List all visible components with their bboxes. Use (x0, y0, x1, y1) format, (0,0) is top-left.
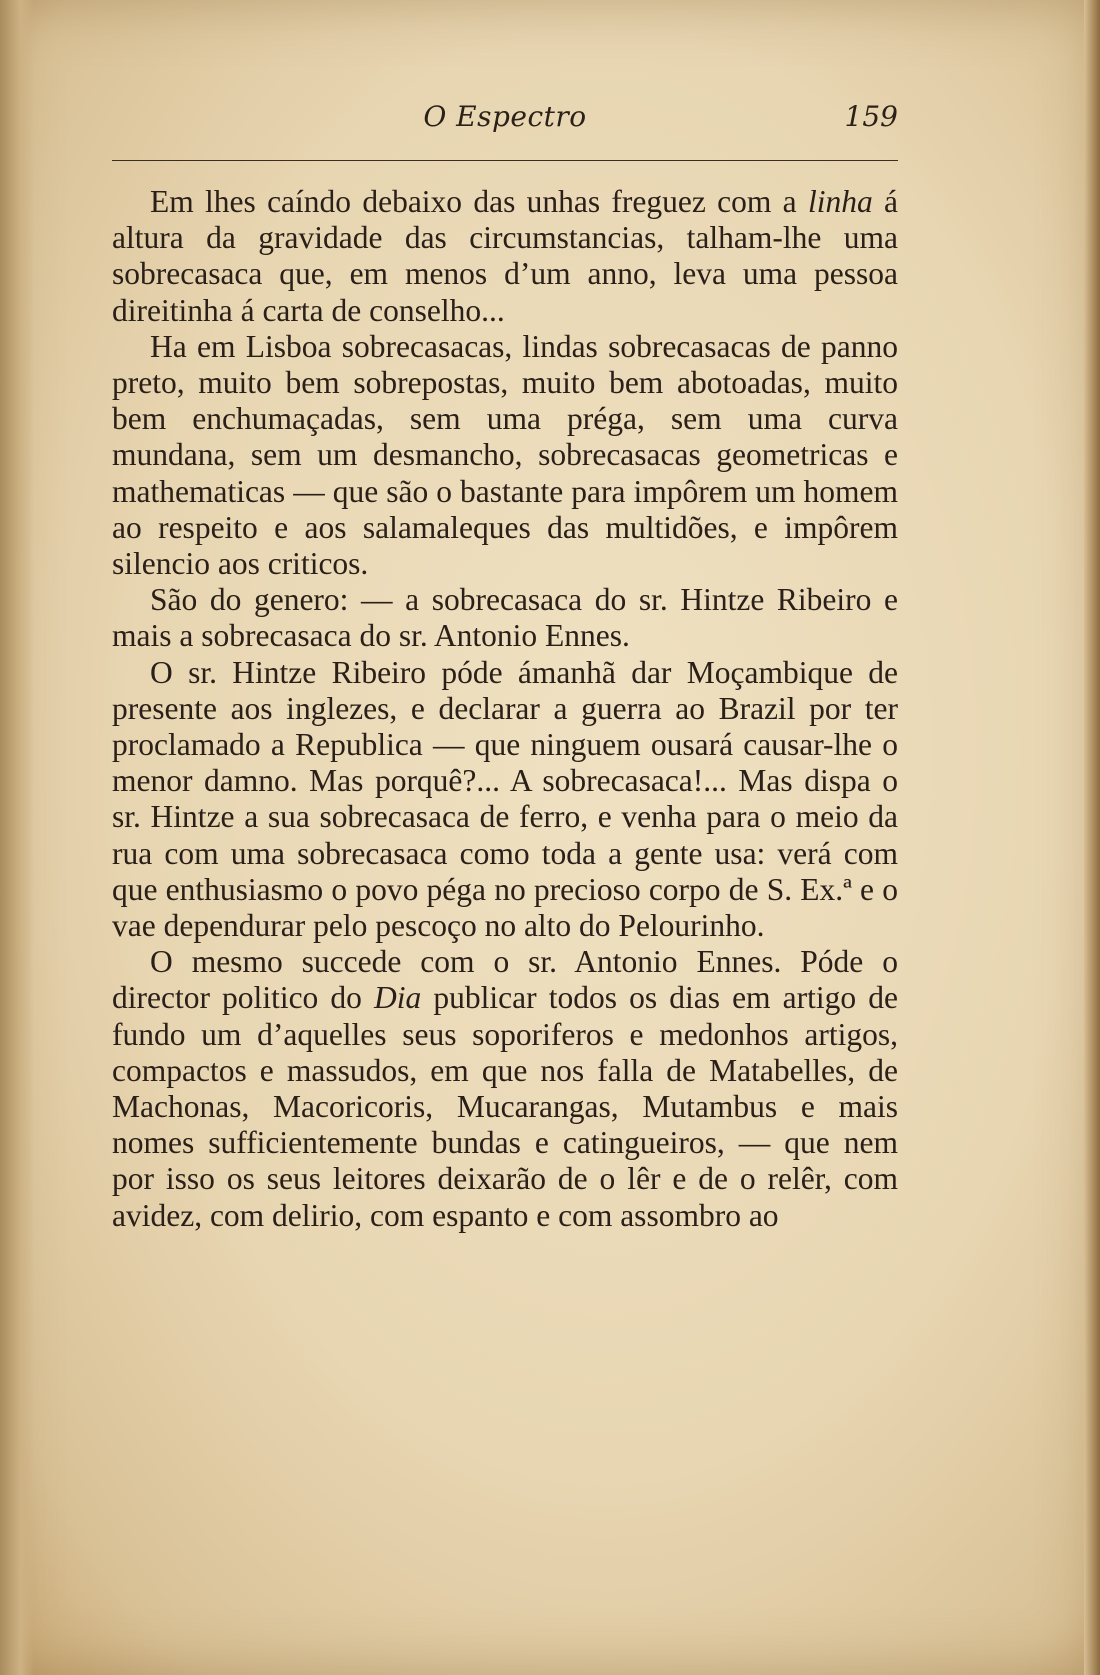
paragraph-1-text-b: á altura da gravidade das circumstancias, talham-lhe uma sobrecasaca que, em menos d’um anno, leva uma pessoa direitinha á carta de conselho... (112, 184, 898, 328)
running-header (112, 96, 898, 140)
body-text (112, 184, 898, 1234)
page-gutter (0, 0, 34, 1675)
running-title: O Espectro (423, 100, 587, 133)
paragraph-1-text-a: Em lhes caíndo debaixo das unhas freguez com a (150, 184, 808, 219)
page-number: 159 (844, 100, 898, 133)
page-edge (1084, 0, 1100, 1675)
paragraph-5-text-b: publicar todos os dias em artigo de fundo um d’aquelles seus soporiferos e medonhos artigos, compactos e massudos, em que nos falla de Matabelles, de Machonas, Macoricoris, Mucarangas, Mutambus e mais nomes sufficientemente bundas e catingueiros, — que nem por isso os seus leitores deixarão de o lêr e de o relêr, com avidez, com delirio, com espanto e com assombro ao (112, 980, 898, 1233)
paragraph-2: Ha em Lisboa sobrecasacas, lindas sobrecasacas de panno preto, muito bem sobrepostas, muito bem abotoadas, muito bem enchumaçadas, sem uma préga, sem uma curva mundana, sem um desmancho, sobrecasacas geometricas e mathematicas — que são o bastante para impôrem um homem ao respeito e aos salamaleques das multidões, e impôrem silencio aos criticos. (112, 328, 898, 582)
paragraph-5-italic: Dia (374, 980, 422, 1016)
paragraph-1 (112, 184, 898, 329)
paragraph-4: O sr. Hintze Ribeiro póde ámanhã dar Moçambique de presente aos inglezes, e declarar a guerra ao Brazil por ter proclamado a Republica — que ninguem ousará causar-lhe o menor damno. Mas porquê?... A sobrecasaca!... Mas dispa o sr. Hintze a sua sobrecasaca de ferro, e venha para o meio da rua com uma sobrecasaca como toda a gente usa: verá com que enthusiasmo o povo péga no precioso corpo de S. Ex.ª e o vae dependurar pelo pescoço no alto do Pelourinho. (112, 654, 898, 944)
header-rule (112, 160, 898, 161)
paragraph-5-text-a: O mesmo succede com o sr. Antonio Ennes. Póde o director politico do (112, 944, 898, 1016)
paragraph-3: São do genero: — a sobrecasaca do sr. Hintze Ribeiro e mais a sobrecasaca do sr. Antonio Ennes. (112, 582, 898, 654)
paragraph-5 (112, 944, 898, 1234)
paragraph-1-italic: linha (807, 184, 873, 219)
